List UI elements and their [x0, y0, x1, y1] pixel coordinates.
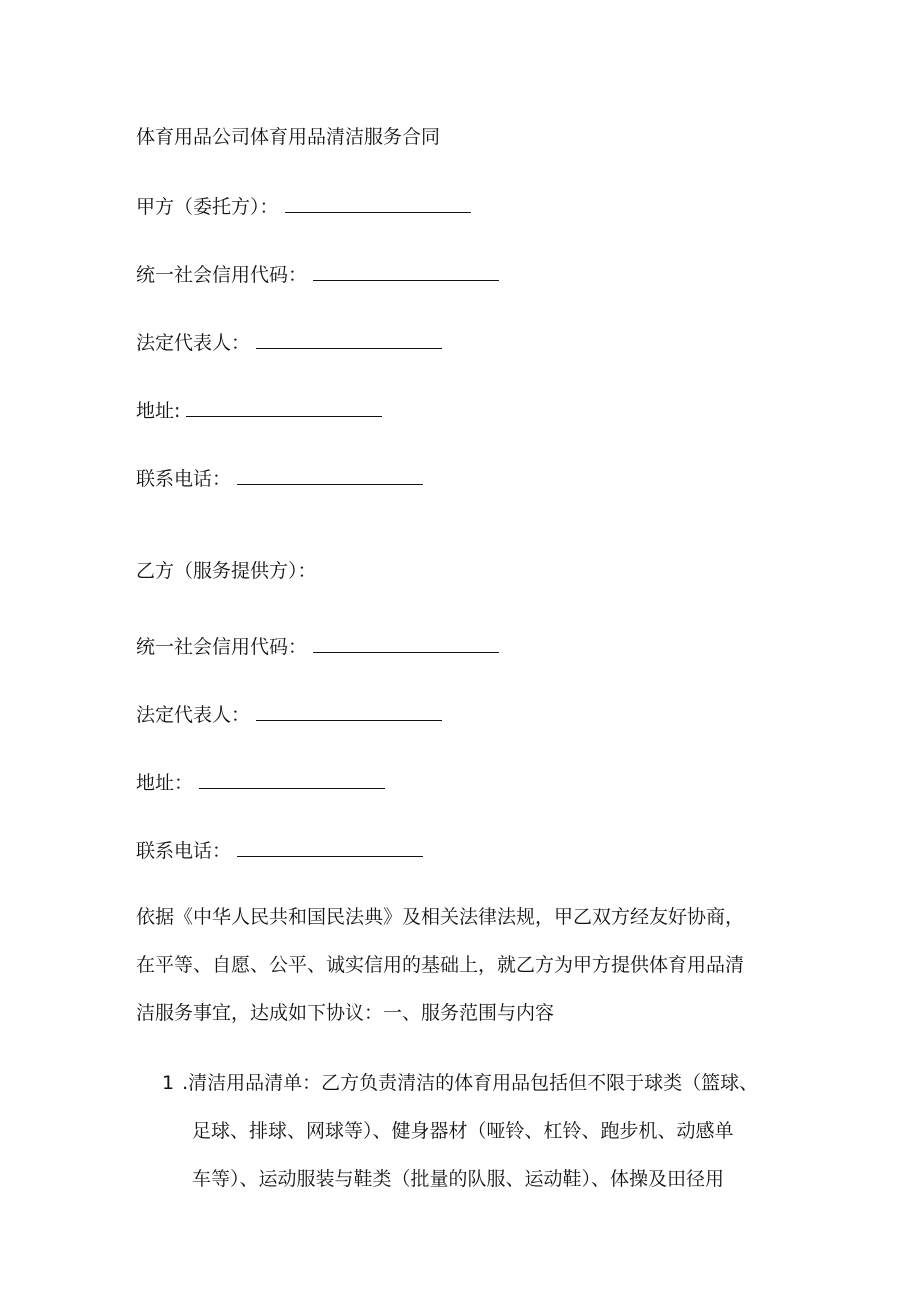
- party-b-heading: 乙方（服务提供方）：: [136, 560, 317, 582]
- party-a-phone-blank[interactable]: [237, 466, 423, 485]
- party-b-legal-rep-label: 法定代表人：: [136, 704, 251, 726]
- preamble-line: 洁服务事宜，达成如下协议：一、服务范围与内容: [136, 1002, 555, 1024]
- party-a-address-row: [136, 398, 382, 423]
- preamble-paragraph: [136, 900, 796, 1030]
- clause-number: 1: [162, 1072, 175, 1094]
- party-a-heading: 甲方（委托方）：: [136, 196, 279, 218]
- party-b-phone-label: 联系电话：: [136, 840, 232, 862]
- party-b-credit-code-row: [136, 634, 499, 659]
- party-b-address-blank[interactable]: [199, 770, 385, 789]
- party-b-address-label: 地址：: [136, 772, 194, 794]
- party-b-legal-rep-row: [136, 702, 442, 727]
- clause-1-first-line: [162, 1066, 802, 1100]
- party-a-credit-code-row: [136, 262, 499, 287]
- party-a-address-blank[interactable]: [186, 398, 382, 417]
- clause-1: [162, 1066, 802, 1196]
- party-a-legal-rep-label: 法定代表人：: [136, 332, 251, 354]
- party-a-heading-row: [136, 194, 471, 219]
- clause-text: 车等）、运动服装与鞋类（批量的队服、运动鞋）、体操及田径用: [192, 1168, 725, 1190]
- party-a-phone-row: [136, 466, 423, 491]
- party-a-address-label: 地址:: [136, 400, 181, 422]
- document-title: 体育用品公司体育用品清洁服务合同: [136, 126, 441, 148]
- party-b-legal-rep-blank[interactable]: [256, 702, 442, 721]
- party-a-credit-code-blank[interactable]: [313, 262, 499, 281]
- party-b-phone-row: [136, 838, 423, 863]
- party-a-phone-label: 联系电话：: [136, 468, 232, 490]
- party-a-legal-rep-row: [136, 330, 442, 355]
- party-a-name-blank[interactable]: [285, 194, 471, 213]
- party-b-address-row: [136, 770, 385, 795]
- party-a-credit-code-label: 统一社会信用代码：: [136, 264, 308, 286]
- clause-text: 足球、排球、网球等）、健身器材（哑铃、杠铃、跑步机、动感单: [192, 1120, 734, 1142]
- clause-text: .清洁用品清单：乙方负责清洁的体育用品包括但不限于球类（篮球、: [182, 1072, 759, 1094]
- preamble-line: 在平等、自愿、公平、诚实信用的基础上，就乙方为甲方提供体育用品清: [136, 954, 745, 976]
- party-b-phone-blank[interactable]: [237, 838, 423, 857]
- party-a-legal-rep-blank[interactable]: [256, 330, 442, 349]
- preamble-line: 依据《中华人民共和国民法典》及相关法律法规，甲乙双方经友好协商，: [136, 906, 745, 928]
- party-b-credit-code-label: 统一社会信用代码：: [136, 636, 308, 658]
- party-b-credit-code-blank[interactable]: [313, 634, 499, 653]
